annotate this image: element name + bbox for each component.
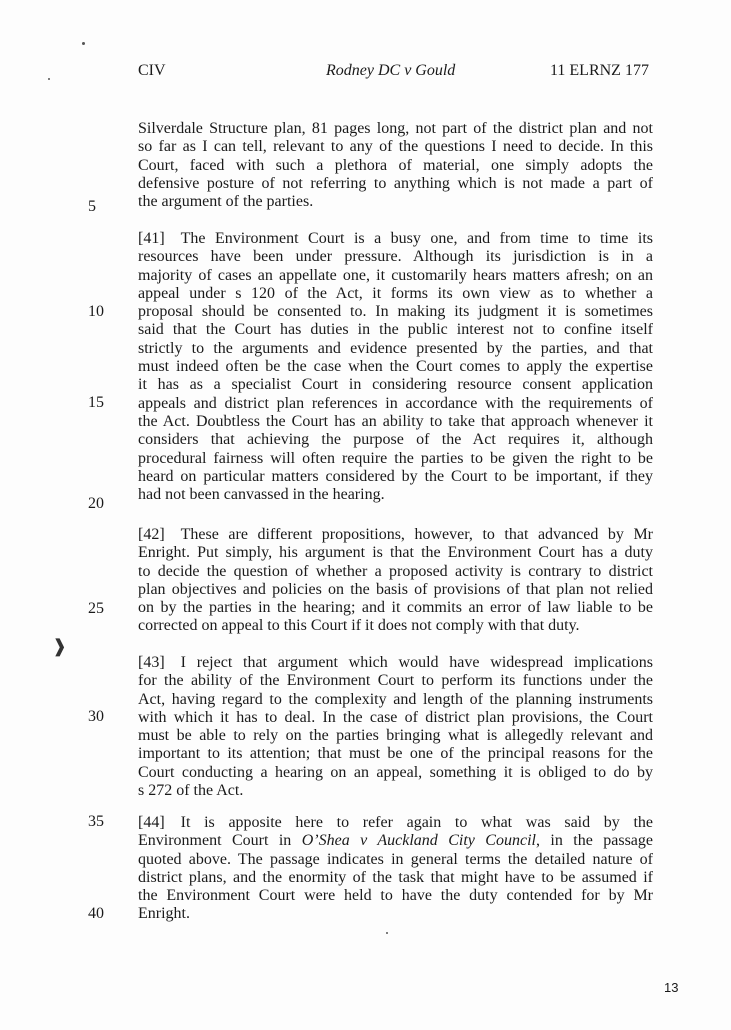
text-line: had not been canvassed in the hearing.	[138, 486, 385, 504]
text-line: [42] These are different propositions, however, to that advanced by Mr	[138, 526, 653, 543]
line-number: 25	[88, 600, 104, 617]
text-line: majority of cases an appellate one, it customarily hears matters afresh; on an	[138, 266, 653, 284]
running-header-citation: 11 ELRNZ 177	[550, 62, 649, 79]
text-line: Court conducting a hearing on an appeal, something it is obliged to do by	[138, 763, 653, 781]
text-segment: Environment Court in	[138, 832, 302, 850]
running-header-title: Rodney DC v Gould	[326, 62, 456, 79]
line-number: 40	[88, 905, 104, 922]
text-line: corrected on appeal to this Court if it does not comply with that duty.	[138, 617, 580, 635]
line-number: 15	[88, 394, 104, 411]
text-line: the argument of the parties.	[138, 193, 314, 211]
text-line: proposal should be consented to. In making its judgment it is sometimes	[138, 303, 653, 321]
text-line: plan objectives and policies on the basis of provisions of that plan not relied	[138, 580, 653, 598]
text-line: Enright.	[138, 905, 190, 923]
text-line: to decide the question of whether a proposed activity is contrary to district	[138, 562, 653, 580]
line-number: 5	[88, 198, 96, 215]
text-line: s 272 of the Act.	[138, 782, 244, 800]
paragraph-44	[138, 814, 653, 924]
text-line: must indeed often be the case when the Court comes to apply the expertise	[138, 358, 653, 376]
running-header-left: CIV	[138, 62, 166, 79]
paragraph-41	[138, 230, 653, 504]
text-line: Enright. Put simply, his argument is that the Environment Court has a duty	[138, 544, 653, 562]
text-line: district plans, and the enormity of the task that might have to be assumed if	[138, 868, 653, 886]
text-line: heard on particular matters considered by the Court to be important, if they	[138, 467, 653, 485]
text-line: the Environment Court were held to have the duty contended for by Mr	[138, 887, 653, 905]
text-line: said that the Court has duties in the public interest not to confine itself	[138, 321, 653, 339]
scan-speck	[48, 78, 50, 80]
text-line: it has as a specialist Court in considering resource consent application	[138, 376, 653, 394]
text-line: [44] It is apposite here to refer again to what was said by the	[138, 814, 653, 831]
line-number: 20	[88, 495, 104, 512]
text-line: appeal under s 120 of the Act, it forms its own view as to whether a	[138, 284, 653, 302]
text-line: important to its attention; that must be one of the principal reasons for the	[138, 745, 653, 763]
text-line: for the ability of the Environment Court to perform its functions under the	[138, 672, 653, 690]
text-segment: , in the passage	[535, 832, 654, 850]
text-line: strictly to the arguments and evidence presented by the parties, and that	[138, 339, 653, 357]
text-line: procedural fairness will often require the parties to be given the right to be	[138, 449, 653, 467]
paragraph-continuation	[138, 120, 653, 211]
scan-speck	[386, 932, 388, 934]
text-line: [43] I reject that argument which would have widespread implications	[138, 654, 653, 671]
text-line: with which it has to deal. In the case of district plan provisions, the Court	[138, 708, 653, 726]
scan-speck	[82, 42, 85, 45]
line-number: 30	[88, 708, 104, 725]
text-line: resources have been under pressure. Although its jurisdiction is in a	[138, 248, 653, 266]
paragraph-43	[138, 654, 653, 800]
text-line: Act, having regard to the complexity and length of the planning instruments	[138, 690, 653, 708]
text-line: the Act. Doubtless the Court has an ability to take that approach whenever it	[138, 412, 653, 430]
paragraph-42	[138, 526, 653, 636]
line-number: 35	[88, 813, 104, 830]
line-number: 10	[88, 303, 104, 320]
text-line: Court, faced with such a plethora of material, one simply adopts the	[138, 156, 653, 174]
text-line: must be able to rely on the parties bringing what is allegedly relevant and	[138, 727, 653, 745]
text-line	[138, 832, 653, 850]
text-line: Silverdale Structure plan, 81 pages long, not part of the district plan and not	[138, 120, 653, 137]
text-line: defensive posture of not referring to anything which is not made a part of	[138, 174, 653, 192]
text-line: quoted above. The passage indicates in general terms the detailed nature of	[138, 850, 653, 868]
text-line: appeals and district plan references in accordance with the requirements of	[138, 394, 653, 412]
text-line: on by the parties in the hearing; and it commits an error of law liable to be	[138, 599, 653, 617]
text-line: considers that achieving the purpose of the Act requires it, although	[138, 431, 653, 449]
text-line: so far as I can tell, relevant to any of the questions I need to decide. In this	[138, 138, 653, 156]
text-line: [41] The Environment Court is a busy one, and from time to time its	[138, 230, 653, 247]
case-citation: O’Shea v Auckland City Council	[301, 832, 536, 850]
margin-mark-icon: ❱	[52, 636, 68, 656]
page-number: 13	[664, 980, 679, 995]
